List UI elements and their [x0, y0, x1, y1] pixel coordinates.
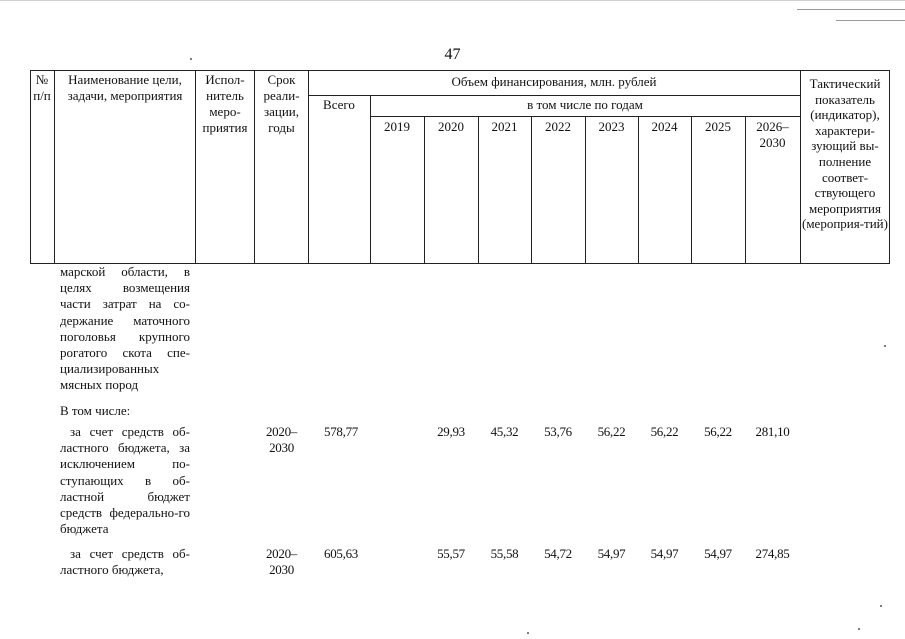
col-name-header: Наименование цели, задачи, мероприятия: [67, 72, 183, 103]
col-funding-header: Объем финансирования, млн. рублей: [451, 74, 657, 89]
scan-speck: [884, 345, 886, 347]
col-number-abbr: п/п: [33, 88, 51, 103]
funding-subrule: [308, 95, 800, 96]
col-border: [424, 116, 425, 264]
continuation-text: марской области, в целях возмещения части затрат на со-держание маточного поголовья крупного рогатого скота спе-циализированных мясных пород: [60, 264, 190, 393]
col-indicator-header: Тактический показатель (индикатор), характери-зующий вы-полнение соответ-ствующего мероприятия (мероприя-тий): [802, 76, 888, 232]
year-header: 2022: [545, 119, 571, 134]
col-number-symbol: №: [35, 72, 49, 87]
row-year-value: 54,72: [544, 546, 572, 561]
scan-speck: [190, 58, 192, 60]
row-period: 2020– 2030: [265, 424, 297, 455]
col-executor-header: Испол-нитель меро-приятия: [202, 72, 248, 135]
row-period: 2020– 2030: [265, 546, 297, 577]
page-top-edge: [0, 0, 905, 1]
col-border: [54, 70, 55, 264]
year-header: 2024: [651, 119, 678, 134]
row-year-value: 54,97: [597, 546, 626, 561]
scan-speck: [858, 628, 860, 630]
row-year-value: 56,22: [597, 424, 626, 439]
row-year-value: 281,10: [755, 424, 790, 439]
including-label: В том числе:: [60, 403, 131, 418]
year-header: 2026– 2030: [756, 119, 789, 150]
row-year-value: 54,97: [704, 546, 732, 561]
row-total: 605,63: [324, 546, 358, 561]
col-period-header: Срок реали-зации, годы: [263, 72, 300, 135]
col-border: [195, 70, 196, 264]
col-border: [800, 70, 801, 264]
year-header: 2023: [598, 119, 625, 134]
row-year-value: 56,22: [650, 424, 679, 439]
row-total: 578,77: [324, 424, 358, 439]
row-year-value: 55,57: [437, 546, 465, 561]
scan-mark: [836, 20, 905, 21]
row-year-value: 274,85: [755, 546, 790, 561]
col-border: [889, 70, 890, 264]
col-by-years-header: в том числе по годам: [527, 97, 643, 112]
row-name: за счет средств об-ластного бюджета, за исключением по-ступающих в об-ластной бюджет средств федерально-го бюджета: [60, 424, 190, 537]
year-header: 2020: [438, 119, 464, 134]
table-header: [30, 70, 890, 265]
year-header: 2019: [384, 119, 410, 134]
row-year-value: 29,93: [437, 424, 465, 439]
col-border: [531, 116, 532, 264]
col-border: [585, 116, 586, 264]
row-year-value: 53,76: [544, 424, 572, 439]
row-year-value: 55,58: [490, 546, 519, 561]
scan-speck: [527, 632, 529, 634]
row-name: за счет средств об-ластного бюджета,: [60, 546, 190, 578]
header-top-rule: [30, 70, 890, 71]
year-header: 2025: [705, 119, 731, 134]
col-border: [691, 116, 692, 264]
row-year-value: 56,22: [704, 424, 732, 439]
scan-mark: [797, 9, 905, 10]
row-year-value: 45,32: [490, 424, 519, 439]
row-year-value: 54,97: [650, 546, 679, 561]
page-number: 47: [444, 46, 461, 63]
col-border: [254, 70, 255, 264]
col-border: [478, 116, 479, 264]
col-total-header: Всего: [323, 97, 355, 112]
scan-speck: [880, 605, 882, 607]
col-border: [638, 116, 639, 264]
year-header: 2021: [491, 119, 518, 134]
